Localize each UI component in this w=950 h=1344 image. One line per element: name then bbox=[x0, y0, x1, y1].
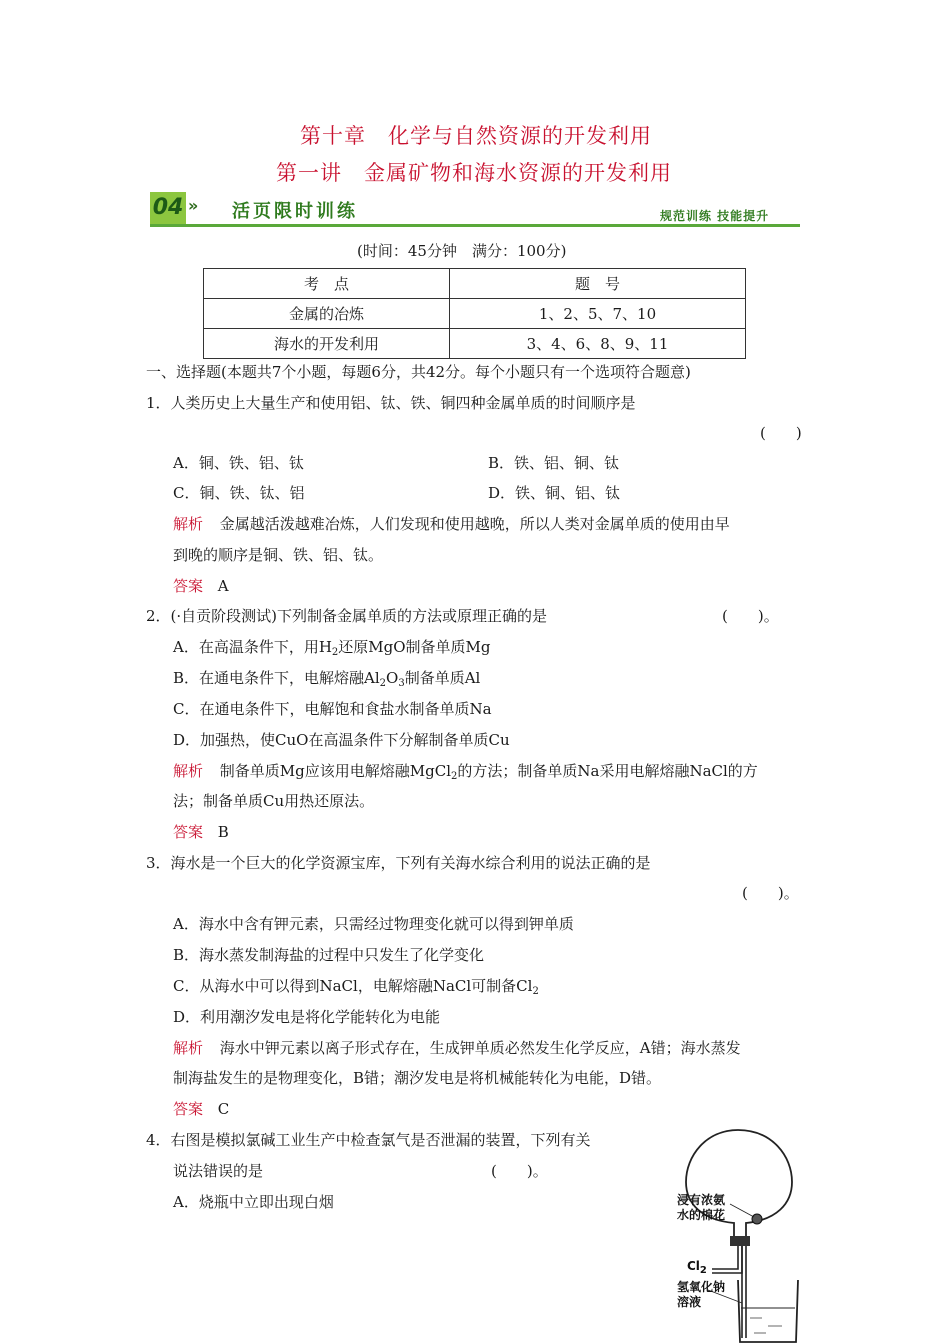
q2-option-d: D．加强热，使CuO在高温条件下分解制备单质Cu bbox=[173, 731, 510, 749]
table-cell: 3、4、6、8、9、11 bbox=[450, 329, 746, 359]
q1-option-a: A．铜、铁、铝、钛 bbox=[173, 454, 304, 472]
q2-answer-value: B bbox=[217, 823, 229, 841]
rubber-stopper bbox=[730, 1236, 750, 1246]
table-header-cell: 题 号 bbox=[450, 269, 746, 299]
cotton-ball bbox=[752, 1214, 762, 1224]
q1-option-d: D．铁、铜、铝、钛 bbox=[488, 484, 621, 502]
inlet-tube bbox=[712, 1246, 742, 1273]
q1-option-c: C．铜、铁、钛、铝 bbox=[173, 484, 305, 502]
banner-subtitle: 规范训练 技能提升 bbox=[660, 209, 770, 223]
lecture-title: 第一讲 金属矿物和海水资源的开发利用 bbox=[276, 161, 672, 185]
q3-analysis-line1: 海水中钾元素以离子形式存在，生成钾单质必然发生化学反应，A错；海水蒸发 bbox=[219, 1039, 741, 1057]
q3-answer-value: C bbox=[217, 1100, 230, 1118]
q3-answer-paren: ( )。 bbox=[742, 884, 799, 902]
topic-table bbox=[203, 268, 746, 359]
figure-label-cl2: $Cl_2$ bbox=[687, 1259, 707, 1276]
table-cell: 海水的开发利用 bbox=[204, 329, 450, 359]
table-row bbox=[204, 329, 746, 359]
banner-title: 活页限时训练 bbox=[232, 201, 358, 222]
q2-analysis-line1: 制备单质Mg应该用电解熔融MgCl$_2$的方法；制备单质Na采用电解熔融NaCl的方 bbox=[219, 762, 758, 782]
double-chevron-icon: » bbox=[188, 196, 199, 215]
q1-option-b: B．铁、铝、铜、钛 bbox=[488, 454, 620, 472]
q2-analysis-line2: 法；制备单质Cu用热还原法。 bbox=[173, 792, 375, 810]
q4-option-a: A．烧瓶中立即出现白烟 bbox=[173, 1193, 334, 1211]
section-heading: 一、选择题(本题共7个小题，每题6分，共42分。每个小题只有一个选项符合题意) bbox=[146, 363, 691, 381]
q1-answer-label: 答案 bbox=[173, 577, 204, 595]
q1-answer-paren: ( ) bbox=[760, 424, 802, 442]
q3-option-b: B．海水蒸发制海盐的过程中只发生了化学变化 bbox=[173, 946, 485, 964]
table-cell: 1、2、5、7、10 bbox=[450, 299, 746, 329]
q3-analysis-line2: 制海盐发生的是物理变化，B错；潮汐发电是将机械能转化为电能，D错。 bbox=[173, 1069, 662, 1087]
apparatus-diagram bbox=[672, 1128, 812, 1344]
figure-label-cotton: 浸有浓氨 水的棉花 bbox=[677, 1193, 726, 1222]
q4-stem-line1: 4．右图是模拟氯碱工业生产中检查氯气是否泄漏的装置，下列有关 bbox=[146, 1131, 591, 1149]
table-header-row bbox=[204, 269, 746, 299]
chapter-title: 第十章 化学与自然资源的开发利用 bbox=[300, 124, 652, 148]
banner-divider bbox=[150, 224, 800, 227]
q2-option-a: A．在高温条件下，用$H_2$还原MgO制备单质Mg bbox=[173, 638, 491, 658]
figure-label-naoh: 氢氧化钠 溶液 bbox=[677, 1280, 726, 1309]
q3-analysis-label: 解析 bbox=[173, 1039, 204, 1057]
q3-option-c: C．从海水中可以得到NaCl，电解熔融NaCl可制备$Cl_2$ bbox=[173, 977, 539, 997]
beaker bbox=[738, 1280, 798, 1342]
q3-stem: 3．海水是一个巨大的化学资源宝库，下列有关海水综合利用的说法正确的是 bbox=[146, 854, 651, 872]
q4-answer-paren: ( )。 bbox=[491, 1162, 548, 1180]
table-header-cell: 考 点 bbox=[204, 269, 450, 299]
outlet-tube bbox=[742, 1246, 746, 1338]
q1-analysis-line1: 金属越活泼越难冶炼，人们发现和使用越晚，所以人类对金属单质的使用由早 bbox=[219, 515, 730, 533]
section-number-badge: 04 bbox=[150, 192, 186, 224]
q2-analysis-label: 解析 bbox=[173, 762, 204, 780]
q2-answer-label: 答案 bbox=[173, 823, 204, 841]
q2-option-c: C．在通电条件下，电解饱和食盐水制备单质Na bbox=[173, 700, 492, 718]
q1-analysis-label: 解析 bbox=[173, 515, 204, 533]
q1-analysis-line2: 到晚的顺序是铜、铁、铝、钛。 bbox=[173, 546, 384, 564]
q2-answer-paren: ( )。 bbox=[722, 607, 779, 625]
q3-option-a: A．海水中含有钾元素，只需经过物理变化就可以得到钾单质 bbox=[173, 915, 574, 933]
q3-answer-label: 答案 bbox=[173, 1100, 204, 1118]
q2-option-b: B．在通电条件下，电解熔融$Al_2O_3$制备单质Al bbox=[173, 669, 481, 689]
table-row bbox=[204, 299, 746, 329]
table-cell: 金属的冶炼 bbox=[204, 299, 450, 329]
q4-stem-line2: 说法错误的是 bbox=[173, 1162, 264, 1180]
time-info: (时间：45分钟 满分：100分) bbox=[357, 242, 567, 260]
q1-answer-value: A bbox=[217, 577, 229, 595]
q3-option-d: D．利用潮汐发电是将化学能转化为电能 bbox=[173, 1008, 441, 1026]
q2-stem: 2．(·自贡阶段测试)下列制备金属单质的方法或原理正确的是 bbox=[146, 607, 548, 625]
q1-stem: 1．人类历史上大量生产和使用铝、钛、铁、铜四种金属单质的时间顺序是 bbox=[146, 394, 636, 412]
